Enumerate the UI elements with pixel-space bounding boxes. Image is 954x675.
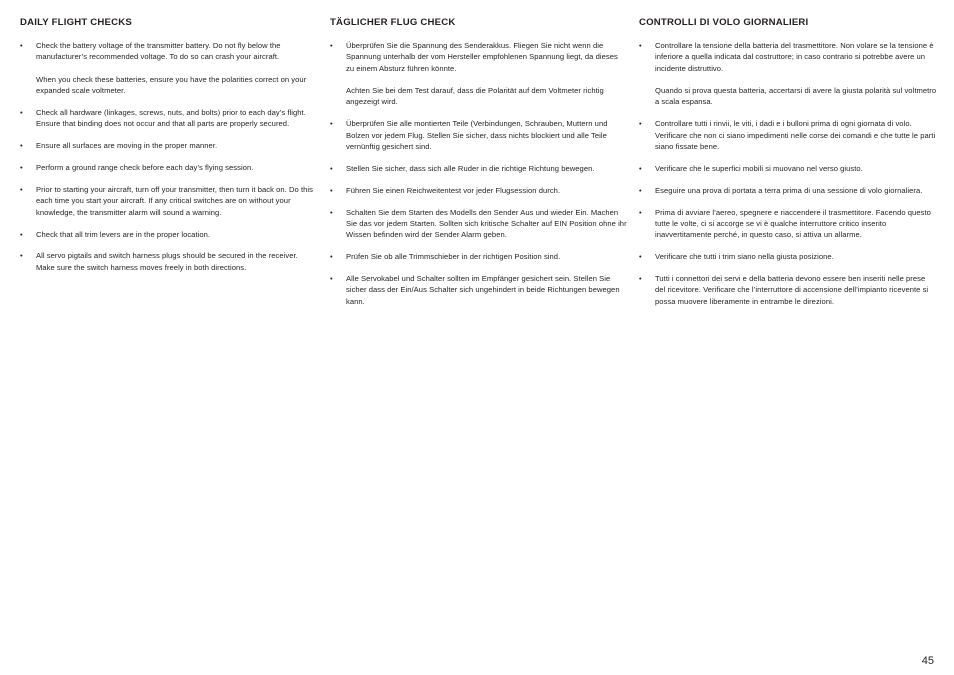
bullet-icon: • — [20, 108, 23, 118]
bullet-icon: • — [639, 119, 642, 129]
bullet-icon: • — [20, 41, 23, 50]
bullet-icon: • — [639, 252, 642, 262]
checklist-item — [330, 185, 628, 196]
bullet-icon: • — [639, 274, 642, 284]
checklist-item-text: Überprüfen Sie die Spannung des Senderakkus. Fliegen Sie nicht wenn die Spannung unterhalb der vom Hersteller empfohlenen Spannung liegt, da dieses zu einem Absturz führen könnte. — [346, 41, 618, 73]
section-heading-german: TÄGLICHER FLUG CHECK — [330, 17, 456, 28]
bullet-icon: • — [639, 163, 642, 173]
checklist-item-text: Schalten Sie dem Starten des Modells den Sender Aus und wieder Ein. Machen Sie das vor jedem Starten. Sollten sich kritische Schalter auf EIN Position ohne ihr Wissen befinden wird der Sender Alarm geben. — [346, 207, 627, 240]
checklist-item-text: Check all hardware (linkages, screws, nuts, and bolts) prior to each day’s flight. Ensure that binding does not occur and that all parts are properly secured. — [36, 108, 306, 129]
bullet-icon: • — [20, 251, 23, 261]
bullet-icon: • — [330, 119, 333, 129]
checklist-item — [330, 273, 628, 307]
checklist-item-text: Quando si prova questa batteria, accertarsi di avere la giusta polarità sul voltmetro a scala espansa. — [655, 86, 937, 107]
checklist-item-text: Check that all trim levers are in the proper location. — [36, 229, 211, 239]
checklist-item — [639, 163, 937, 174]
checklist-item-text: Führen Sie einen Reichweitentest vor jeder Flugsession durch. — [346, 185, 561, 195]
checklist-item — [330, 207, 628, 241]
checklist-item-text: Prima di avviare l’aereo, spegnere e riaccendere il trasmettitore. Facendo questo tutte le volte, ci si accorge se vi è qualche interruttore critico inserito inavvertitamente perché, in questo caso, si attiva un allarme. — [655, 207, 931, 240]
checklist-item-text: Tutti i connettori dei servi e della batteria devono essere ben inseriti nelle prese del ricevitore. Verificare che l’interruttore di accensione dell’impianto ricevente si possa muovere liberamente in entrambe le direzioni. — [655, 274, 929, 306]
checklist-item-text: Stellen Sie sicher, dass sich alle Ruder in die richtige Richtung bewegen. — [346, 163, 595, 173]
checklist-item — [330, 251, 628, 262]
checklist-item — [20, 107, 318, 130]
bullet-icon: • — [20, 185, 23, 195]
column-italian — [639, 17, 937, 318]
checklist-item-text: Prior to starting your aircraft, turn off your transmitter, then turn it back on. Do this each time you start your aircraft. If any critical switches are on without your knowledge, the transmitter alarm will sound a warning. — [36, 185, 313, 217]
bullet-icon: • — [639, 207, 642, 217]
checklist-item — [639, 40, 937, 108]
bullet-icon: • — [20, 229, 23, 239]
section-heading-italian: CONTROLLI DI VOLO GIORNALIERI — [639, 17, 809, 28]
bullet-icon: • — [639, 185, 642, 195]
bullet-icon: • — [20, 163, 23, 173]
checklist-item — [639, 207, 937, 241]
checklist-item-text: Perform a ground range check before each day’s flying session. — [36, 163, 254, 173]
bullet-icon: • — [330, 274, 333, 284]
bullet-icon: • — [330, 41, 333, 50]
checklist-item — [20, 162, 318, 173]
checklist-item-text: Check the battery voltage of the transmitter battery. Do not fly below the manufacturer’s recommended voltage. To do so can crash your aircraft. — [36, 41, 281, 62]
checklist-item-text: Controllare la tensione della batteria del trasmettitore. Non volare se la tensione è inferiore a quella indicata dal costruttore; in caso contrario si potrebbe avere un incidente distruttivo. — [655, 41, 934, 73]
bullet-icon: • — [330, 207, 333, 217]
checklist-item-text: When you check these batteries, ensure you have the polarities correct on your expanded scale voltmeter. — [36, 74, 307, 96]
checklist-item-text: Verificare che le superfici mobili si muovano nel verso giusto. — [655, 163, 863, 173]
checklist-item-text: Achten Sie bei dem Test darauf, dass die Polarität auf dem Voltmeter richtig angezeigt wird. — [346, 86, 604, 107]
bullet-icon: • — [639, 41, 642, 50]
checklist-item-text: Controllare tutti i rinvii, le viti, i dadi e i bulloni prima di ogni giornata di volo. Verificare che non ci siano impedimenti nelle corse dei comandi e che tutte le parti siano fissate bene. — [655, 119, 936, 151]
checklist-item — [20, 229, 318, 240]
checklist-item-text: Verificare che tutti i trim siano nella giusta posizione. — [655, 252, 834, 262]
checklist-german — [330, 40, 628, 307]
checklist-item-text: Ensure all surfaces are moving in the proper manner. — [36, 141, 218, 151]
bullet-icon: • — [330, 163, 333, 173]
checklist-item — [20, 40, 318, 96]
checklist-item — [639, 251, 937, 262]
checklist-item — [20, 250, 318, 273]
checklist-item-text: Überprüfen Sie alle montierten Teile (Verbindungen, Schrauben, Muttern und Bolzen vor jedem Flug. Stellen Sie sicher, dass nichts blockiert und alle Teile vernünftig gesichert sind. — [346, 119, 608, 151]
checklist-item — [330, 40, 628, 108]
checklist-english — [20, 40, 318, 273]
checklist-item — [330, 118, 628, 152]
column-german — [330, 17, 628, 318]
section-heading-english: DAILY FLIGHT CHECKS — [20, 17, 133, 28]
checklist-item — [20, 140, 318, 151]
checklist-italian — [639, 40, 937, 307]
checklist-item-text: Alle Servokabel und Schalter sollten im Empfänger gesichert sein. Stellen Sie sicher dass der Ein/Aus Schalter sich ungehindert in beide Richtungen bewegen kann. — [346, 274, 620, 306]
bullet-icon: • — [20, 141, 23, 151]
checklist-item-text: Prüfen Sie ob alle Trimmschieber in der richtigen Position sind. — [346, 252, 561, 262]
checklist-item — [639, 185, 937, 196]
checklist-item — [20, 184, 318, 218]
checklist-item — [639, 273, 937, 307]
checklist-item — [639, 118, 937, 152]
checklist-item-text: All servo pigtails and switch harness plugs should be secured in the receiver. Make sure the switch harness moves freely in both directions. — [36, 251, 298, 272]
bullet-icon: • — [330, 252, 333, 262]
page-number: 45 — [921, 655, 934, 667]
column-english — [20, 17, 318, 284]
bullet-icon: • — [330, 185, 333, 195]
checklist-item — [330, 163, 628, 174]
checklist-item-text: Eseguire una prova di portata a terra prima di una sessione di volo giornaliera. — [655, 185, 923, 195]
